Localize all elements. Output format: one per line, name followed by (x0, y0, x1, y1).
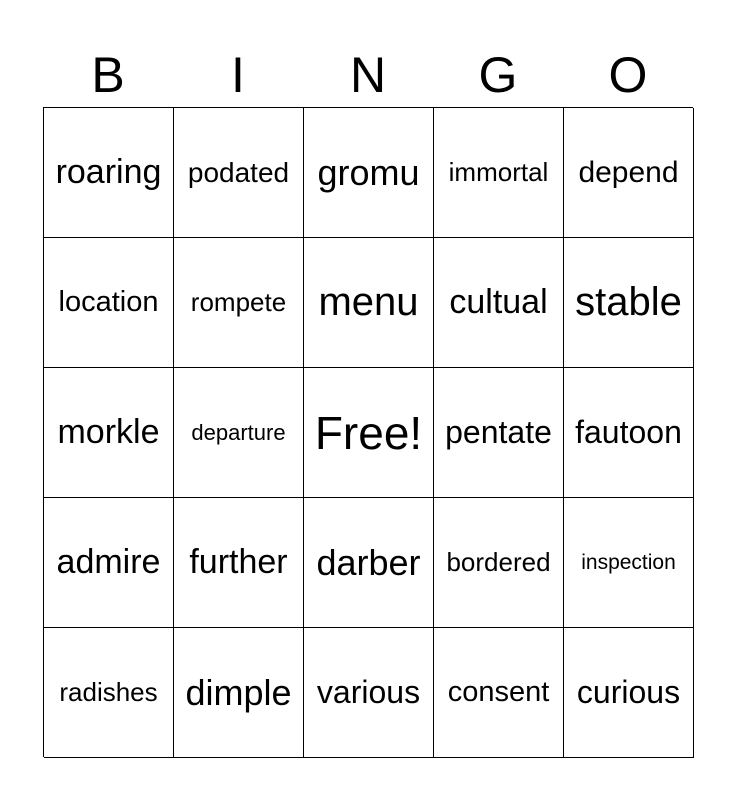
bingo-cell: menu (304, 238, 434, 368)
bingo-cell: darber (304, 498, 434, 628)
header-letter-o: O (608, 47, 648, 103)
bingo-cell: roaring (44, 108, 174, 238)
bingo-cell: radishes (44, 628, 174, 758)
bingo-header (43, 44, 693, 106)
header-letter-i: I (231, 47, 245, 103)
header-letter-g: G (478, 47, 518, 103)
bingo-cell: consent (434, 628, 564, 758)
bingo-cell: admire (44, 498, 174, 628)
bingo-cell: dimple (174, 628, 304, 758)
bingo-cell: cultual (434, 238, 564, 368)
free-space-cell: Free! (304, 368, 434, 498)
bingo-cell: fautoon (564, 368, 694, 498)
bingo-cell: curious (564, 628, 694, 758)
bingo-cell: depend (564, 108, 694, 238)
bingo-cell: location (44, 238, 174, 368)
bingo-cell: rompete (174, 238, 304, 368)
bingo-cell: inspection (564, 498, 694, 628)
bingo-cell: podated (174, 108, 304, 238)
bingo-cell: pentate (434, 368, 564, 498)
header-letter-b: B (91, 47, 125, 103)
bingo-cell: further (174, 498, 304, 628)
bingo-grid (43, 107, 693, 757)
bingo-cell: morkle (44, 368, 174, 498)
bingo-cell: bordered (434, 498, 564, 628)
bingo-cell: stable (564, 238, 694, 368)
bingo-cell: immortal (434, 108, 564, 238)
bingo-cell: gromu (304, 108, 434, 238)
bingo-cell: departure (174, 368, 304, 498)
header-letter-n: N (349, 47, 387, 103)
bingo-cell: various (304, 628, 434, 758)
